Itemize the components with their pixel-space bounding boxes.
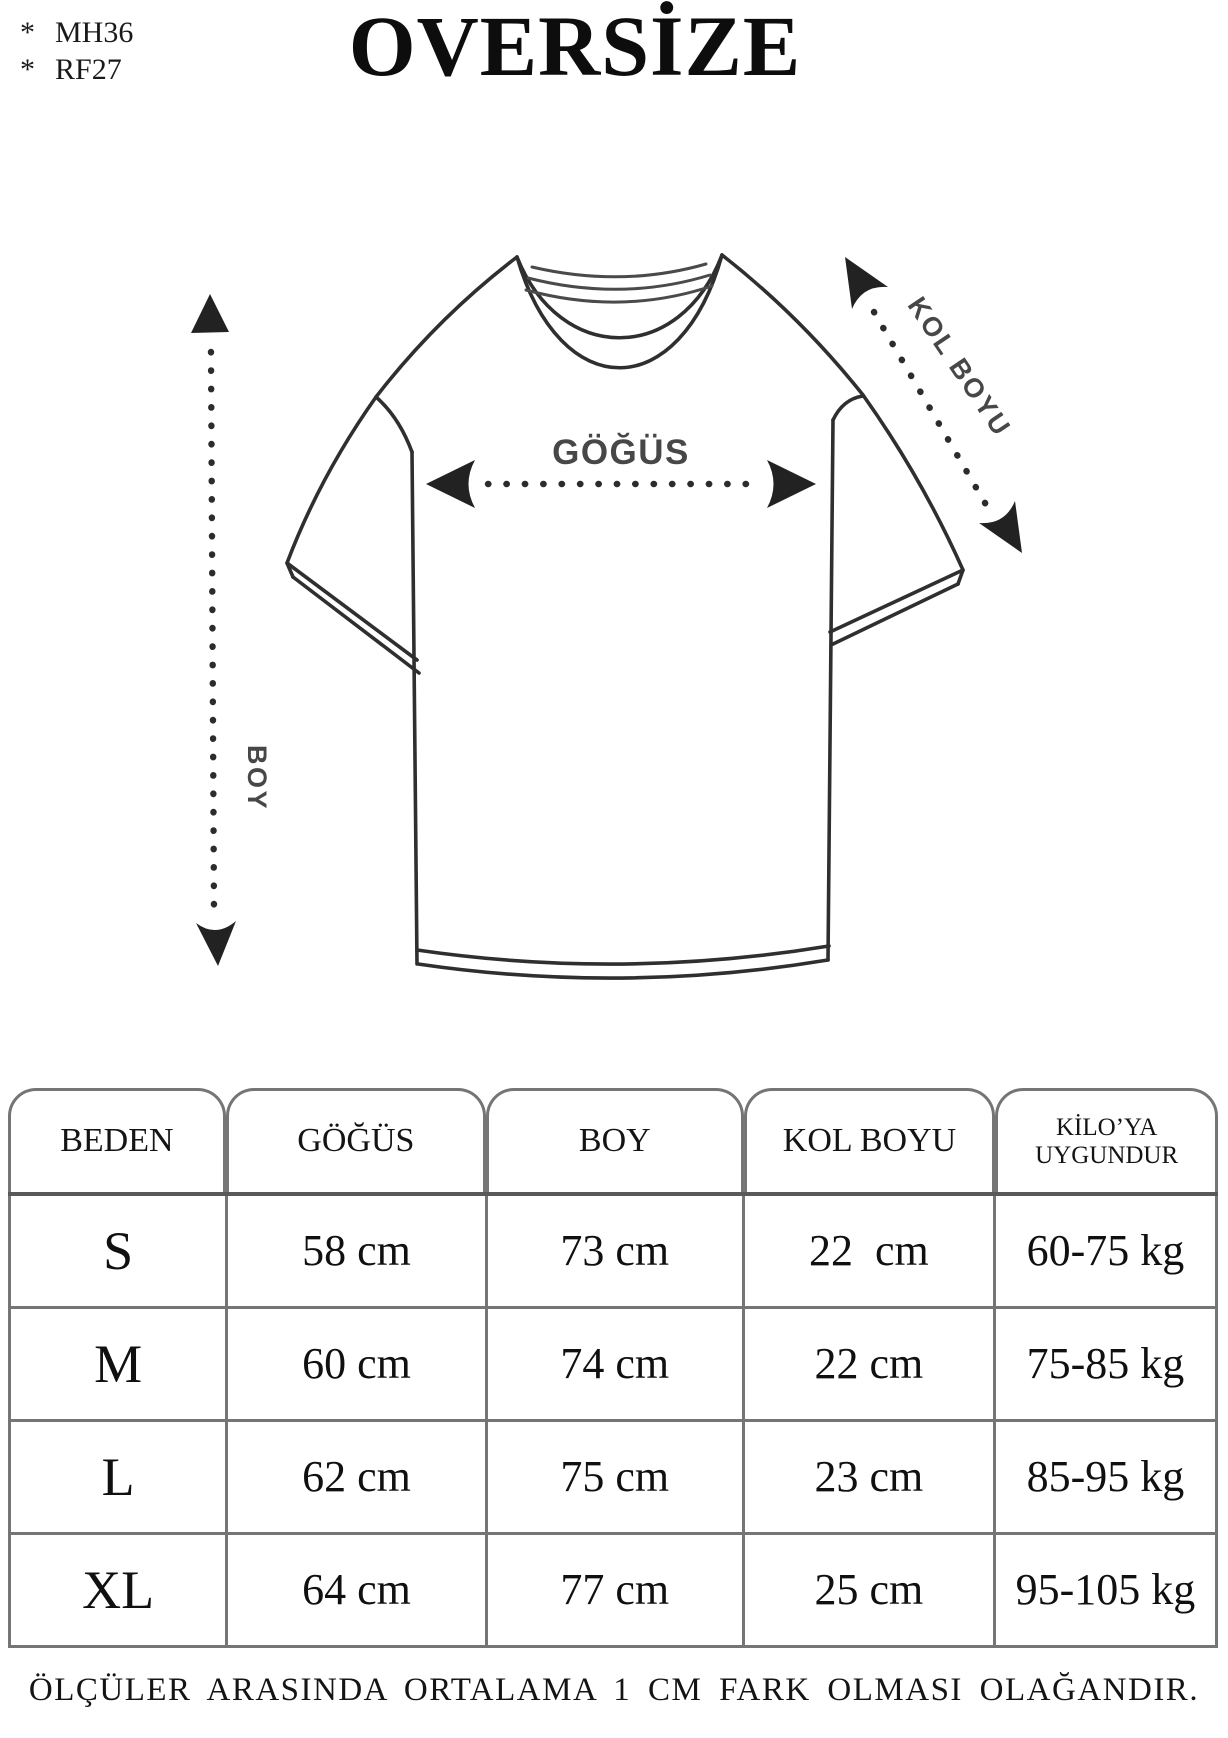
arrowhead-down-icon xyxy=(196,921,236,966)
header-cell-gogus: GÖĞÜS xyxy=(226,1088,486,1192)
chest-label: GÖĞÜS xyxy=(552,433,690,472)
cell-sleeve: 25 cm xyxy=(743,1533,994,1646)
cell-weight: 75-85 kg xyxy=(994,1307,1216,1420)
tolerance-note: ÖLÇÜLER ARASINDA ORTALAMA 1 CM FARK OLMASI OLAĞANDIR. xyxy=(28,1672,1200,1708)
sleeve-label: KOL BOYU xyxy=(901,291,1018,443)
header-cell-beden: BEDEN xyxy=(8,1088,226,1192)
cell-chest: 60 cm xyxy=(227,1307,487,1420)
cell-weight: 85-95 kg xyxy=(994,1420,1216,1533)
table-row xyxy=(10,1533,1217,1646)
arrowhead-left-icon xyxy=(426,460,475,508)
cell-length: 77 cm xyxy=(486,1533,743,1646)
cell-size: S xyxy=(10,1194,227,1307)
size-table xyxy=(8,1088,1218,1648)
cell-sleeve: 22 cm xyxy=(743,1194,994,1307)
cell-chest: 58 cm xyxy=(227,1194,487,1307)
product-code-line xyxy=(20,14,133,51)
page-title: OVERSİZE xyxy=(348,0,802,94)
cell-sleeve: 23 cm xyxy=(743,1420,994,1533)
table-row xyxy=(10,1420,1217,1533)
cell-chest: 64 cm xyxy=(227,1533,487,1646)
product-code: MH36 xyxy=(55,16,134,49)
arrowhead-right-icon xyxy=(767,460,816,508)
tshirt-measurement-diagram xyxy=(0,95,1228,1015)
cell-weight: 95-105 kg xyxy=(994,1533,1216,1646)
header-cell-kiloya-uygundur: KİLO’YA UYGUNDUR xyxy=(995,1088,1218,1192)
tshirt-drawing xyxy=(287,255,963,978)
header-cell-boy: BOY xyxy=(486,1088,744,1192)
cell-size: M xyxy=(10,1307,227,1420)
cell-length: 73 cm xyxy=(486,1194,743,1307)
header-cell-kol-boyu: KOL BOYU xyxy=(744,1088,996,1192)
cell-length: 74 cm xyxy=(486,1307,743,1420)
length-arrow xyxy=(191,294,236,966)
cell-sleeve: 22 cm xyxy=(743,1307,994,1420)
cell-size: XL xyxy=(10,1533,227,1646)
arrowhead-up-icon xyxy=(191,294,229,333)
product-codes xyxy=(20,14,133,88)
cell-size: L xyxy=(10,1420,227,1533)
table-row xyxy=(10,1194,1217,1307)
cell-length: 75 cm xyxy=(486,1420,743,1533)
size-table-body xyxy=(8,1192,1218,1648)
arrowhead-upleft-icon xyxy=(845,257,888,309)
bullet-star: * xyxy=(20,53,35,86)
arrowhead-downright-icon xyxy=(979,501,1022,553)
bullet-star: * xyxy=(20,16,35,49)
product-code-line xyxy=(20,51,133,88)
cell-weight: 60-75 kg xyxy=(994,1194,1216,1307)
product-code: RF27 xyxy=(55,53,122,86)
length-label: BOY xyxy=(242,744,272,812)
table-row xyxy=(10,1307,1217,1420)
cell-chest: 62 cm xyxy=(227,1420,487,1533)
size-table-header xyxy=(8,1088,1218,1192)
